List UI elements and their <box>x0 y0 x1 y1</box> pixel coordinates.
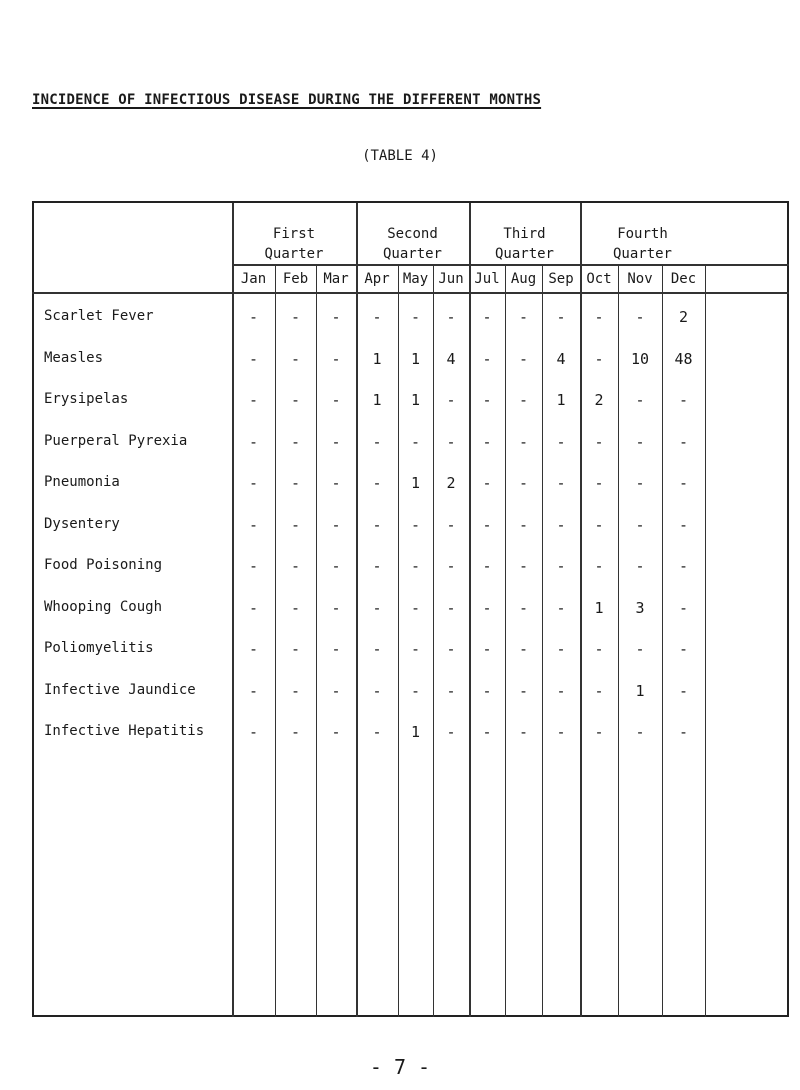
table-cell: - <box>482 640 492 658</box>
month-header: May <box>402 271 429 287</box>
month-header: Nov <box>627 271 653 287</box>
table-cell: - <box>635 432 645 451</box>
table-cell: - <box>594 515 604 534</box>
table-cell: - <box>678 640 689 658</box>
table-cell: 2 <box>594 391 604 409</box>
month-header: Jun <box>438 271 464 287</box>
table-cell: 1 <box>556 391 566 409</box>
table-cell: - <box>410 681 421 700</box>
table-cell: - <box>678 432 689 451</box>
table-cell: - <box>446 723 456 741</box>
table-cell: - <box>594 723 604 741</box>
table-cell: - <box>635 308 645 326</box>
table-cell: - <box>290 474 301 492</box>
column-rule <box>705 264 706 1017</box>
table-cell: - <box>556 474 566 492</box>
table-cell: - <box>594 681 604 700</box>
table-cell: - <box>331 308 341 326</box>
month-header: Dec <box>670 271 697 287</box>
month-rule <box>32 292 789 294</box>
table-cell: - <box>556 515 566 534</box>
quarter-label-line2: Quarter <box>494 246 554 262</box>
table-cell: - <box>372 598 382 617</box>
table-cell: - <box>248 474 259 492</box>
quarter-header <box>580 224 705 264</box>
table-cell: - <box>248 640 259 658</box>
table-cell: - <box>678 723 689 741</box>
month-header: Aug <box>510 271 537 287</box>
disease-label: Whooping Cough <box>44 598 163 615</box>
table-cell: - <box>678 515 689 534</box>
table-cell: - <box>446 432 456 451</box>
table-cell: - <box>556 681 566 700</box>
table-cell: 10 <box>630 349 650 368</box>
table-cell: - <box>248 432 259 451</box>
table-cell: - <box>635 515 645 534</box>
disease-label: Scarlet Fever <box>44 308 154 324</box>
table-cell: - <box>290 308 301 326</box>
table-cell: - <box>446 308 456 326</box>
table-cell: - <box>248 391 259 409</box>
table-cell: - <box>248 557 259 575</box>
table-cell: - <box>410 598 421 617</box>
table-cell: - <box>482 515 492 534</box>
month-header: Feb <box>282 271 309 287</box>
table-cell: - <box>594 474 604 492</box>
table-cell: 1 <box>410 723 421 741</box>
table-cell: - <box>372 557 382 575</box>
table-cell: - <box>331 557 341 575</box>
table-cell: - <box>482 349 492 368</box>
table-cell: - <box>446 391 456 409</box>
table-cell: - <box>290 681 301 700</box>
disease-label: Erysipelas <box>44 391 129 407</box>
month-header: Jul <box>474 271 500 287</box>
table-cell: - <box>518 349 529 368</box>
table-cell: - <box>290 598 301 617</box>
table-cell: - <box>372 474 382 492</box>
table-cell: 1 <box>410 391 421 409</box>
table-cell: - <box>248 598 259 617</box>
table-cell: - <box>518 308 529 326</box>
table-cell: - <box>518 681 529 700</box>
quarter-label-line1: Second <box>387 226 438 242</box>
table-number: (TABLE 4) <box>362 148 438 164</box>
quarter-label-line1: First <box>272 226 316 242</box>
table-cell: - <box>556 308 566 326</box>
table-cell: - <box>678 681 689 700</box>
quarter-label-line2: Quarter <box>612 246 672 262</box>
disease-label: Dysentery <box>44 515 120 532</box>
table-cell: - <box>331 391 341 409</box>
month-header: Sep <box>548 271 574 287</box>
table-cell: - <box>482 557 492 575</box>
table-cell: 4 <box>446 349 456 368</box>
table-cell: - <box>518 723 529 741</box>
table-cell: - <box>594 349 604 368</box>
table-cell: 48 <box>674 349 693 368</box>
table-cell: - <box>290 723 301 741</box>
table-cell: - <box>248 515 259 534</box>
table-cell: - <box>518 515 529 534</box>
table-cell: - <box>372 432 382 451</box>
table-cell: - <box>290 391 301 409</box>
table-cell: - <box>678 598 689 617</box>
table-cell: - <box>556 598 566 617</box>
table-cell: - <box>410 557 421 575</box>
quarter-label-line1: Third <box>503 226 546 242</box>
table-cell: - <box>678 474 689 492</box>
table-cell: - <box>518 432 529 451</box>
table-cell: - <box>482 474 492 492</box>
table-cell: - <box>372 681 382 700</box>
disease-label: Poliomyelitis <box>44 640 154 656</box>
table-cell: - <box>678 557 689 575</box>
quarter-header <box>232 224 356 264</box>
table-cell: - <box>635 391 645 409</box>
table-cell: - <box>446 681 456 700</box>
table-cell: - <box>482 308 492 326</box>
table-cell: - <box>518 598 529 617</box>
table-cell: 1 <box>410 349 421 368</box>
table-cell: - <box>518 557 529 575</box>
table-cell: - <box>594 308 604 326</box>
disease-label: Puerperal Pyrexia <box>44 432 188 449</box>
table-cell: - <box>635 557 645 575</box>
month-header: Oct <box>586 271 612 287</box>
table-cell: - <box>248 681 259 700</box>
table-cell: - <box>482 391 492 409</box>
table-cell: - <box>556 723 566 741</box>
table-cell: - <box>248 308 259 326</box>
month-header: Apr <box>364 271 390 287</box>
table-cell: 2 <box>446 474 456 492</box>
table-cell: - <box>290 640 301 658</box>
table-cell: - <box>331 640 341 658</box>
month-header: Mar <box>323 271 349 287</box>
table-cell: - <box>331 681 341 700</box>
table-cell: - <box>331 349 341 368</box>
table-cell: 1 <box>372 391 382 409</box>
table-cell: - <box>248 723 259 741</box>
table-cell: 1 <box>372 349 382 368</box>
table-cell: - <box>594 432 604 451</box>
table-cell: - <box>372 640 382 658</box>
table-cell: - <box>482 432 492 451</box>
table-cell: - <box>446 515 456 534</box>
disease-label: Measles <box>44 349 104 366</box>
table-cell: - <box>410 515 421 534</box>
table-cell: - <box>556 432 566 451</box>
table-cell: - <box>518 391 529 409</box>
disease-label: Infective Hepatitis <box>44 723 205 739</box>
quarter-label-line2: Quarter <box>382 246 442 262</box>
table-cell: - <box>331 598 341 617</box>
table-cell: - <box>248 349 259 368</box>
table-cell: - <box>635 640 645 658</box>
table-cell: - <box>410 640 421 658</box>
table-cell: - <box>556 640 566 658</box>
table-cell: - <box>482 681 492 700</box>
table-cell: 1 <box>594 598 604 617</box>
table-cell: - <box>482 598 492 617</box>
quarter-header <box>356 224 469 264</box>
table-cell: - <box>331 432 341 451</box>
table-cell: 4 <box>556 349 566 368</box>
disease-label: Pneumonia <box>44 474 120 490</box>
table-cell: - <box>410 432 421 451</box>
disease-label: Food Poisoning <box>44 557 163 573</box>
disease-label: Infective Jaundice <box>44 681 196 698</box>
table-cell: 2 <box>678 308 689 326</box>
table-cell: - <box>290 557 301 575</box>
table-cell: - <box>635 474 645 492</box>
table-cell: - <box>290 515 301 534</box>
table-cell: - <box>446 640 456 658</box>
quarter-header <box>469 224 580 264</box>
month-header: Jan <box>240 271 267 287</box>
table-cell: - <box>482 723 492 741</box>
table-cell: - <box>678 391 689 409</box>
table-cell: - <box>372 515 382 534</box>
table-cell: - <box>518 640 529 658</box>
table-cell: - <box>446 557 456 575</box>
table-cell: - <box>331 474 341 492</box>
table-cell: - <box>331 515 341 534</box>
page-title: INCIDENCE OF INFECTIOUS DISEASE DURING THE DIFFERENT MONTHS <box>32 92 542 108</box>
quarter-label-line1: Fourth <box>617 226 668 242</box>
table-cell: - <box>556 557 566 575</box>
table-cell: - <box>372 723 382 741</box>
table-cell: 3 <box>635 598 645 617</box>
table-cell: - <box>331 723 341 741</box>
table-cell: - <box>518 474 529 492</box>
table-cell: - <box>290 432 301 451</box>
table-cell: - <box>635 723 645 741</box>
table-cell: 1 <box>410 474 421 492</box>
table-cell: - <box>446 598 456 617</box>
table-cell: - <box>594 557 604 575</box>
quarter-label-line2: Quarter <box>264 246 324 262</box>
page-number: - 7 - <box>369 1055 431 1079</box>
table-cell: 1 <box>635 681 645 700</box>
table-cell: - <box>290 349 301 368</box>
table-cell: - <box>594 640 604 658</box>
table-cell: - <box>410 308 421 326</box>
table-cell: - <box>372 308 382 326</box>
